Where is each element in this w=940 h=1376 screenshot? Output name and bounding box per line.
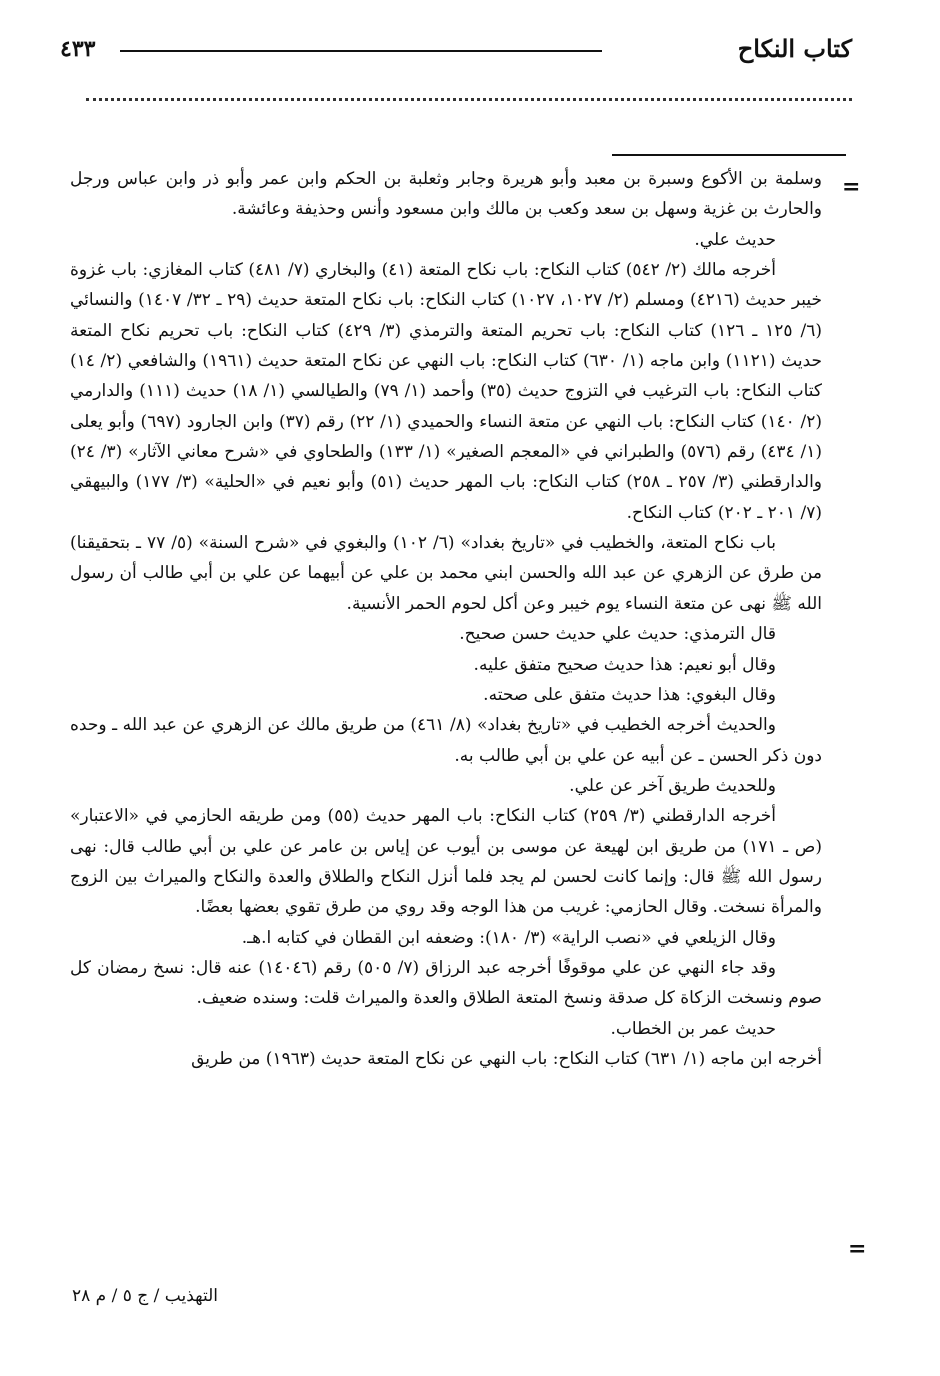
- paragraph: وللحديث طريق آخر عن علي.: [569, 775, 776, 796]
- page-header: [60, 34, 852, 74]
- continuation-mark-top: =: [842, 174, 861, 200]
- header-rule: [120, 50, 602, 52]
- paragraph: قال الترمذي: حديث علي حديث حسن صحيح.: [459, 624, 776, 645]
- paragraph: وقال البغوي: هذا حديث متفق على صحته.: [483, 684, 776, 705]
- paragraph: حديث عمر بن الخطاب.: [610, 1018, 776, 1039]
- paragraph: أخرجه ابن ماجه (١/ ٦٣١) كتاب النكاح: باب النهي عن نكاح المتعة حديث (١٩٦٣) من طريق: [191, 1048, 822, 1069]
- paragraph: وقد جاء النهي عن علي موقوفًا أخرجه عبد الرزاق (٧/ ٥٠٥) رقم (١٤٠٤٦) عنه قال: نسخ رمضان كل صوم ونسخت الزكاة كل صدقة ونسخ المتعة الطلاق والعدة والميراث قلت: وسنده ضعيف.: [70, 957, 822, 1009]
- paragraph: حديث علي.: [694, 229, 776, 250]
- signature-mark: التهذيب / ج ٥ / م ٢٨: [72, 1286, 219, 1306]
- page-number: ٤٣٣: [60, 36, 96, 62]
- dotted-separator: [86, 98, 852, 101]
- paragraph: وسلمة بن الأكوع وسبرة بن معبد وأبو هريرة وجابر وثعلبة بن الحكم وابن عمر وأبو ذر وابن عباس ورجل والحارث بن غزية وسهل بن سعد وكعب بن مالك وابن مسعود وأنس وحذيفة وعائشة.: [70, 169, 822, 220]
- paragraph: وقال أبو نعيم: هذا حديث صحيح متفق عليه.: [473, 654, 776, 675]
- page-title: كتاب النكاح: [737, 34, 852, 63]
- paragraph: أخرجه مالك (٢/ ٥٤٢) كتاب النكاح: باب نكاح المتعة (٤١) والبخاري (٧/ ٤٨١) كتاب المغازي: باب غزوة خيبر حديث (٤٢١٦) ومسلم (٢/ ١٠٢٧، ١٠٢٧) كتاب النكاح: باب نكاح المتعة حديث (٢٩ ـ ٣٢/ ١٤٠٧) والنسائي (٦/ ١٢٥ ـ ١٢٦) كتاب النكاح: باب تحريم المتعة والترمذي (٣/ ٤٢٩) كتاب النكاح: باب تحريم نكاح المتعة حديث (١١٢١) وابن ماجه (١/ ٦٣٠) كتاب النكاح: باب النهي عن نكاح المتعة حديث (١٩٦١) والشافعي (٢/ ١٤) كتاب النكاح: باب الترغيب في التزوج حديث (٣٥) وأحمد (١/ ٧٩) والطيالسي (١/ ١٨) حديث (١١١) والدارمي (٢/ ١٤٠) كتاب النكاح: باب النهي عن متعة النساء والحميدي (١/ ٢٢) رقم (٣٧) وابن الجارود (٦٩٧) وأبو يعلى (١/ ٤٣٤) رقم (٥٧٦) والطبراني في «المعجم الصغير» (١/ ١٣٣) والطحاوي في «شرح معاني الآثار» (٣/ ٢٤) والدارقطني (٣/ ٢٥٧ ـ ٢٥٨) كتاب النكاح: باب المهر حديث (٥١) وأبو نعيم في «الحلية» (٣/ ١٧٧) والبيهقي (٧/ ٢٠١ ـ ٢٠٢) كتاب النكاح.: [70, 260, 823, 523]
- continuation-mark-bottom: =: [848, 1236, 867, 1262]
- paragraph: والحديث أخرجه الخطيب في «تاريخ بغداد» (٨/ ٤٦١) من طريق مالك عن الزهري عن عبد الله ـ وحده دون ذكر الحسن ـ عن أبيه عن علي بن أبي طالب به.: [70, 715, 822, 766]
- paragraph: باب نكاح المتعة، والخطيب في «تاريخ بغداد» (٦/ ١٠٢) والبغوي في «شرح السنة» (٥/ ٧٧ ـ بتحقيقنا) من طرق عن الزهري عن عبد الله والحسن ابني محمد بن علي عن أبيهما عن علي بن أبي طالب أن رسول الله ﷺ نهى عن متعة النساء يوم خيبر وعن أكل لحوم الحمر الأنسية.: [70, 533, 822, 614]
- footnote-text: [70, 164, 822, 1074]
- paragraph: أخرجه الدارقطني (٣/ ٢٥٩) كتاب النكاح: باب المهر حديث (٥٥) ومن طريقه الحازمي في «الاعتبار» (ص ـ ١٧١) من طريق ابن لهيعة عن موسى بن أيوب عن إياس بن عامر عن علي بن أبي طالب قال: نهى رسول الله ﷺ قال: وإنما كانت لحسن لم يجد فلما أنزل النكاح والطلاق والعدة والنكاح والميراث بين الزوج والمرأة نسخت. وقال الحازمي: غريب من هذا الوجه وقد روي من طرق تقوي بعضها بعضًا.: [70, 806, 822, 918]
- paragraph: وقال الزيلعي في «نصب الراية» (٣/ ١٨٠): وضعفه ابن القطان في كتابه ا.هـ.: [241, 927, 776, 948]
- footnote-rule: [612, 154, 846, 156]
